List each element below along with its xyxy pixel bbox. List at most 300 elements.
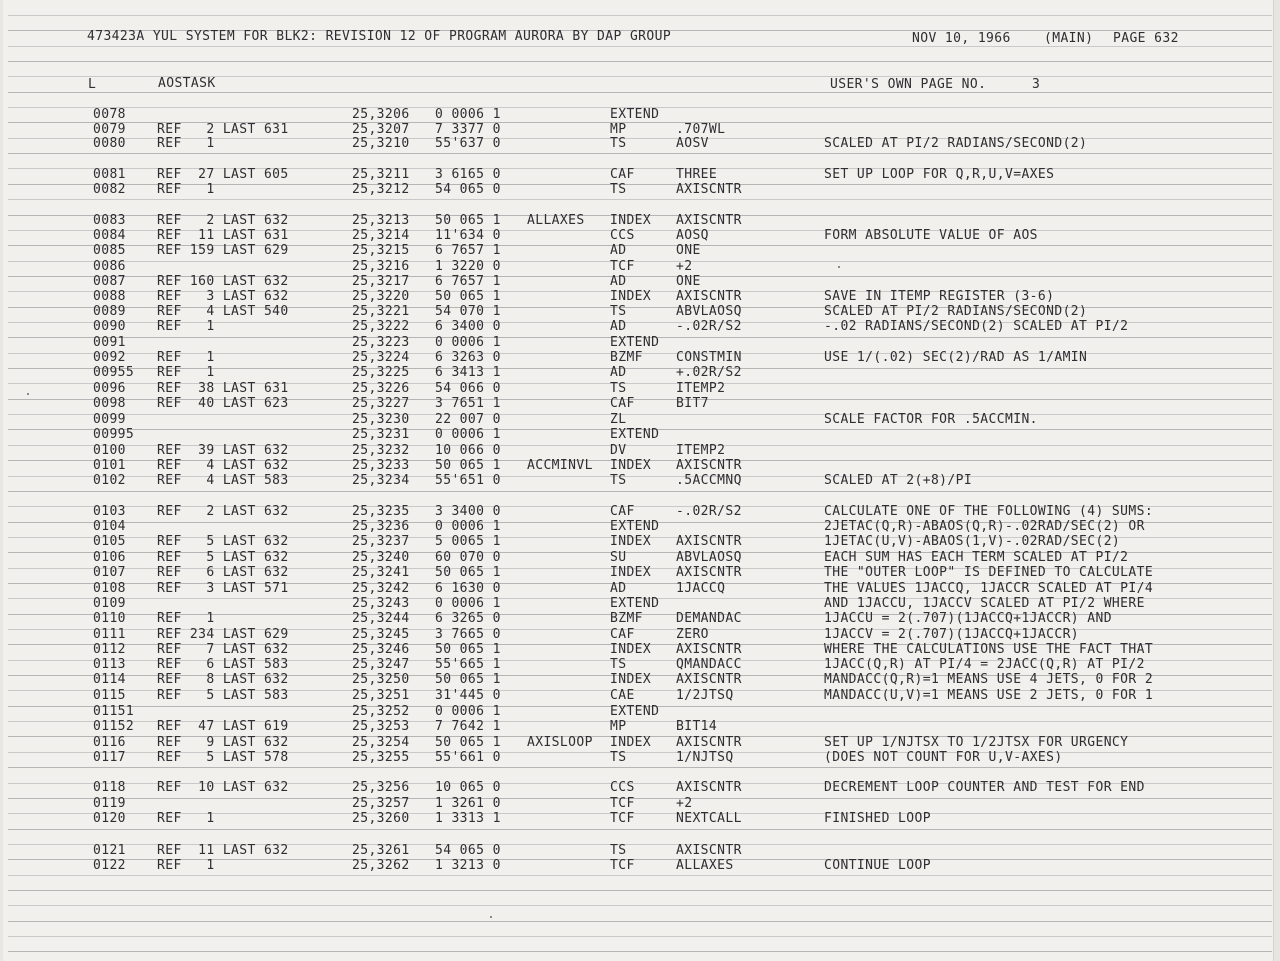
ruled-line [8,905,1272,906]
opcode: CAF [610,504,635,519]
comment: 1JACC(Q,R) AT PI/4 = 2JACC(Q,R) AT PI/2 [824,657,1145,672]
octal-word: 3 3400 0 [435,504,501,519]
listing-row [0,474,1280,489]
operand: AXISCNTR [676,780,742,795]
comment: WHERE THE CALCULATIONS USE THE FACT THAT [824,642,1154,657]
octal-word: 6 7657 1 [435,243,501,258]
opcode: CCS [610,228,635,243]
address: 25,3241 [352,565,410,580]
opcode: BZMF [610,611,643,626]
octal-word: 0 0006 1 [435,704,501,719]
operand: THREE [676,167,718,182]
listing-row [0,751,1280,766]
symbol-label: ALLAXES [527,213,585,228]
listing-row [0,643,1280,658]
ref-info: REF 40 LAST 623 [157,396,289,411]
line-number: 0122 [93,858,126,873]
operand: ZERO [676,627,709,642]
ref-info: REF 3 LAST 632 [157,289,289,304]
line-number: 0098 [93,396,126,411]
ref-info: REF 1 [157,365,215,380]
line-number: 0115 [93,688,126,703]
ruled-line [8,890,1272,891]
ref-info: REF 5 LAST 578 [157,750,289,765]
listing-title: 473423A YUL SYSTEM FOR BLK2: REVISION 12 OF PROGRAM AURORA BY DAP GROUP [87,29,672,44]
listing-row [0,428,1280,443]
address: 25,3230 [352,412,410,427]
ruled-line [8,199,1272,200]
operand: AXISCNTR [676,565,742,580]
line-number: 0085 [93,243,126,258]
listing-row [0,566,1280,581]
address: 25,3217 [352,274,410,289]
operand: 1JACCQ [676,581,726,596]
opcode: TCF [610,796,635,811]
line-number: 0112 [93,642,126,657]
ref-info: REF 1 [157,182,215,197]
opcode: AD [610,581,627,596]
listing-row [0,260,1280,275]
listing-row [0,168,1280,183]
line-number: 0119 [93,796,126,811]
octal-word: 50 065 1 [435,642,501,657]
ref-info: REF 5 LAST 632 [157,550,289,565]
line-number: 0083 [93,213,126,228]
octal-word: 6 7657 1 [435,274,501,289]
opcode: TS [610,750,627,765]
address: 25,3237 [352,534,410,549]
line-number: 0107 [93,565,126,580]
address: 25,3252 [352,704,410,719]
octal-word: 0 0006 1 [435,596,501,611]
octal-word: 60 070 0 [435,550,501,565]
line-number: 0099 [93,412,126,427]
address: 25,3206 [352,107,410,122]
paper-speck [27,393,29,395]
line-number: 0092 [93,350,126,365]
listing-row [0,812,1280,827]
line-number: 0108 [93,581,126,596]
octal-word: 7 3377 0 [435,122,501,137]
opcode: EXTEND [610,519,660,534]
octal-word: 50 065 1 [435,213,501,228]
comment: DECREMENT LOOP COUNTER AND TEST FOR END [824,780,1145,795]
line-number: 0109 [93,596,126,611]
opcode: EXTEND [610,427,660,442]
ref-info: REF 3 LAST 571 [157,581,289,596]
operand: -.02R/S2 [676,319,742,334]
listing-row [0,628,1280,643]
user-page-number: 3 [1032,77,1041,92]
line-number: 0114 [93,672,126,687]
octal-word: 55'665 1 [435,657,501,672]
opcode: INDEX [610,289,652,304]
ref-info: REF 11 LAST 632 [157,843,289,858]
opcode: DV [610,443,627,458]
ref-info: REF 2 LAST 631 [157,122,289,137]
octal-word: 50 065 1 [435,735,501,750]
line-number: 00995 [93,427,135,442]
opcode: INDEX [610,213,652,228]
comment: SCALED AT 2(+8)/PI [824,473,973,488]
ruled-line [8,767,1272,768]
opcode: TCF [610,858,635,873]
address: 25,3225 [352,365,410,380]
address: 25,3214 [352,228,410,243]
line-number: 0120 [93,811,126,826]
octal-word: 3 7665 0 [435,627,501,642]
line-number: 0088 [93,289,126,304]
octal-word: 0 0006 1 [435,107,501,122]
comment: MANDACC(Q,R)=1 MEANS USE 4 JETS, 0 FOR 2 [824,672,1154,687]
ref-info: REF 159 LAST 629 [157,243,289,258]
operand: 1/2JTSQ [676,688,734,703]
opcode: TCF [610,259,635,274]
octal-word: 5 0065 1 [435,534,501,549]
ref-info: REF 234 LAST 629 [157,627,289,642]
comment: 1JACCU = 2(.707)(1JACCQ+1JACCR) AND [824,611,1112,626]
paper-speck [838,266,840,268]
address: 25,3223 [352,335,410,350]
octal-word: 55'637 0 [435,136,501,151]
ref-info: REF 1 [157,611,215,626]
comment: SCALED AT PI/2 RADIANS/SECOND(2) [824,136,1088,151]
line-number: 0118 [93,780,126,795]
line-number: 0086 [93,259,126,274]
octal-word: 54 065 0 [435,182,501,197]
line-number: 0079 [93,122,126,137]
operand: BIT14 [676,719,718,734]
symbol-label: ACCMINVL [527,458,593,473]
octal-word: 6 3263 0 [435,350,501,365]
ref-info: REF 8 LAST 632 [157,672,289,687]
opcode: SU [610,550,627,565]
listing-row [0,459,1280,474]
ref-info: REF 9 LAST 632 [157,735,289,750]
line-number: 0080 [93,136,126,151]
comment: FINISHED LOOP [824,811,931,826]
opcode: AD [610,319,627,334]
operand: AXISCNTR [676,182,742,197]
comment: CALCULATE ONE OF THE FOLLOWING (4) SUMS: [824,504,1154,519]
line-number: 0105 [93,534,126,549]
opcode: MP [610,719,627,734]
listing-mark: L [88,77,97,92]
operand: AXISCNTR [676,843,742,858]
line-number: 01151 [93,704,135,719]
comment: MANDACC(U,V)=1 MEANS USE 2 JETS, 0 FOR 1 [824,688,1154,703]
line-number: 00955 [93,365,135,380]
octal-word: 6 1630 0 [435,581,501,596]
address: 25,3233 [352,458,410,473]
listing-row [0,183,1280,198]
ruled-line [8,46,1272,47]
octal-word: 3 6165 0 [435,167,501,182]
ref-info: REF 11 LAST 631 [157,228,289,243]
listing-row [0,689,1280,704]
ruled-line [8,92,1272,93]
ruled-line [8,936,1272,937]
octal-word: 7 7642 1 [435,719,501,734]
operand: AXISCNTR [676,534,742,549]
listing-row [0,844,1280,859]
line-number: 0096 [93,381,126,396]
opcode: BZMF [610,350,643,365]
comment: USE 1/(.02) SEC(2)/RAD AS 1/AMIN [824,350,1088,365]
listing-row [0,597,1280,612]
opcode: TS [610,182,627,197]
operand: AXISCNTR [676,642,742,657]
address: 25,3235 [352,504,410,519]
address: 25,3254 [352,735,410,750]
paper-speck [490,916,492,918]
ref-info: REF 1 [157,319,215,334]
listing-row [0,535,1280,550]
ref-info: REF 2 LAST 632 [157,213,289,228]
octal-word: 10 065 0 [435,780,501,795]
opcode: EXTEND [610,335,660,350]
line-number: 0121 [93,843,126,858]
octal-word: 1 3261 0 [435,796,501,811]
listing-date: NOV 10, 1966 [912,31,1011,46]
octal-word: 54 070 1 [435,304,501,319]
listing-row [0,720,1280,735]
comment: THE "OUTER LOOP" IS DEFINED TO CALCULATE [824,565,1154,580]
address: 25,3240 [352,550,410,565]
line-number: 0117 [93,750,126,765]
address: 25,3216 [352,259,410,274]
ref-info: REF 4 LAST 583 [157,473,289,488]
address: 25,3211 [352,167,410,182]
comment: SCALED AT PI/2 RADIANS/SECOND(2) [824,304,1088,319]
operand: .707WL [676,122,726,137]
comment: (DOES NOT COUNT FOR U,V-AXES) [824,750,1063,765]
listing-row [0,397,1280,412]
octal-word: 6 3400 0 [435,319,501,334]
user-page-label: USER'S OWN PAGE NO. [830,77,987,92]
ref-info: REF 27 LAST 605 [157,167,289,182]
operand: BIT7 [676,396,709,411]
comment: AND 1JACCU, 1JACCV SCALED AT PI/2 WHERE [824,596,1145,611]
opcode: INDEX [610,672,652,687]
address: 25,3257 [352,796,410,811]
operand: ALLAXES [676,858,734,873]
operand: AOSV [676,136,709,151]
listing-row [0,108,1280,123]
listing-row [0,551,1280,566]
octal-word: 6 3413 1 [435,365,501,380]
line-number: 0089 [93,304,126,319]
log-section-name: AOSTASK [158,76,216,91]
comment: SET UP LOOP FOR Q,R,U,V=AXES [824,167,1055,182]
line-number: 0082 [93,182,126,197]
operand: ABVLAOSQ [676,304,742,319]
line-number: 0111 [93,627,126,642]
page-number: PAGE 632 [1113,31,1179,46]
operand: QMANDACC [676,657,742,672]
ref-info: REF 4 LAST 540 [157,304,289,319]
operand: CONSTMIN [676,350,742,365]
line-number: 0102 [93,473,126,488]
address: 25,3232 [352,443,410,458]
ruled-line [8,15,1272,16]
ruled-line [8,951,1272,952]
address: 25,3236 [352,519,410,534]
operand: ITEMP2 [676,443,726,458]
octal-word: 50 065 1 [435,458,501,473]
ruled-line [8,153,1272,154]
opcode: INDEX [610,458,652,473]
octal-word: 22 007 0 [435,412,501,427]
ref-info: REF 6 LAST 583 [157,657,289,672]
octal-word: 54 065 0 [435,843,501,858]
address: 25,3224 [352,350,410,365]
address: 25,3213 [352,213,410,228]
address: 25,3234 [352,473,410,488]
comment: THE VALUES 1JACCQ, 1JACCR SCALED AT PI/4 [824,581,1154,596]
ruled-line [8,829,1272,830]
comment: SCALE FACTOR FOR .5ACCMIN. [824,412,1038,427]
opcode: MP [610,122,627,137]
opcode: ZL [610,412,627,427]
opcode: INDEX [610,565,652,580]
comment: 2JETAC(Q,R)-ABAOS(Q,R)-.02RAD/SEC(2) OR [824,519,1145,534]
line-number: 0113 [93,657,126,672]
octal-word: 1 3313 1 [435,811,501,826]
comment: FORM ABSOLUTE VALUE OF AOS [824,228,1038,243]
line-number: 0110 [93,611,126,626]
listing-row [0,797,1280,812]
octal-word: 0 0006 1 [435,519,501,534]
octal-word: 54 066 0 [435,381,501,396]
ref-info: REF 47 LAST 619 [157,719,289,734]
address: 25,3220 [352,289,410,304]
operand: .5ACCMNQ [676,473,742,488]
operand: 1/NJTSQ [676,750,734,765]
listing-row [0,382,1280,397]
opcode: AD [610,365,627,380]
line-number: 0116 [93,735,126,750]
address: 25,3226 [352,381,410,396]
address: 25,3244 [352,611,410,626]
listing-row [0,658,1280,673]
opcode: EXTEND [610,704,660,719]
octal-word: 50 065 1 [435,565,501,580]
ref-info: REF 1 [157,136,215,151]
operand: ABVLAOSQ [676,550,742,565]
line-number: 0091 [93,335,126,350]
octal-word: 0 0006 1 [435,335,501,350]
listing-row [0,582,1280,597]
octal-word: 55'651 0 [435,473,501,488]
opcode: AD [610,274,627,289]
listing-row [0,305,1280,320]
octal-word: 50 065 1 [435,289,501,304]
ruled-line [8,61,1272,62]
address: 25,3261 [352,843,410,858]
address: 25,3243 [352,596,410,611]
octal-word: 10 066 0 [435,443,501,458]
ref-info: REF 1 [157,858,215,873]
address: 25,3221 [352,304,410,319]
octal-word: 31'445 0 [435,688,501,703]
address: 25,3253 [352,719,410,734]
listing-row [0,736,1280,751]
listing-row [0,275,1280,290]
line-number: 0101 [93,458,126,473]
operand: +2 [676,796,693,811]
listing-row [0,351,1280,366]
ruled-line [8,875,1272,876]
octal-word: 0 0006 1 [435,427,501,442]
address: 25,3260 [352,811,410,826]
opcode: EXTEND [610,107,660,122]
opcode: INDEX [610,642,652,657]
operand: ITEMP2 [676,381,726,396]
operand: NEXTCALL [676,811,742,826]
address: 25,3227 [352,396,410,411]
listing-row [0,444,1280,459]
comment: SAVE IN ITEMP REGISTER (3-6) [824,289,1055,304]
opcode: TCF [610,811,635,826]
ref-info: REF 6 LAST 632 [157,565,289,580]
listing-row [0,673,1280,688]
line-number: 0104 [93,519,126,534]
opcode: TS [610,136,627,151]
line-number: 0081 [93,167,126,182]
listing-row [0,612,1280,627]
octal-word: 50 065 1 [435,672,501,687]
comment: SET UP 1/NJTSX TO 1/2JTSX FOR URGENCY [824,735,1129,750]
address: 25,3262 [352,858,410,873]
comment: -.02 RADIANS/SECOND(2) SCALED AT PI/2 [824,319,1129,334]
ref-info: REF 1 [157,350,215,365]
operand: AXISCNTR [676,289,742,304]
operand: -.02R/S2 [676,504,742,519]
operand: ONE [676,243,701,258]
opcode: CAF [610,167,635,182]
address: 25,3207 [352,122,410,137]
operand: AXISCNTR [676,735,742,750]
listing-row [0,137,1280,152]
address: 25,3242 [352,581,410,596]
address: 25,3215 [352,243,410,258]
listing-row [0,336,1280,351]
address: 25,3231 [352,427,410,442]
address: 25,3222 [352,319,410,334]
listing-row [0,859,1280,874]
listing-row [0,214,1280,229]
opcode: TS [610,381,627,396]
octal-word: 3 7651 1 [435,396,501,411]
opcode: INDEX [610,534,652,549]
listing-row [0,781,1280,796]
comment: 1JACCV = 2(.707)(1JACCQ+1JACCR) [824,627,1080,642]
opcode: CCS [610,780,635,795]
opcode: EXTEND [610,596,660,611]
symbol-label: AXISLOOP [527,735,593,750]
line-number: 0078 [93,107,126,122]
listing-row [0,505,1280,520]
line-number: 01152 [93,719,135,734]
address: 25,3245 [352,627,410,642]
listing-row [0,705,1280,720]
octal-word: 11'634 0 [435,228,501,243]
address: 25,3250 [352,672,410,687]
listing-row [0,320,1280,335]
line-number: 0090 [93,319,126,334]
opcode: CAF [610,396,635,411]
